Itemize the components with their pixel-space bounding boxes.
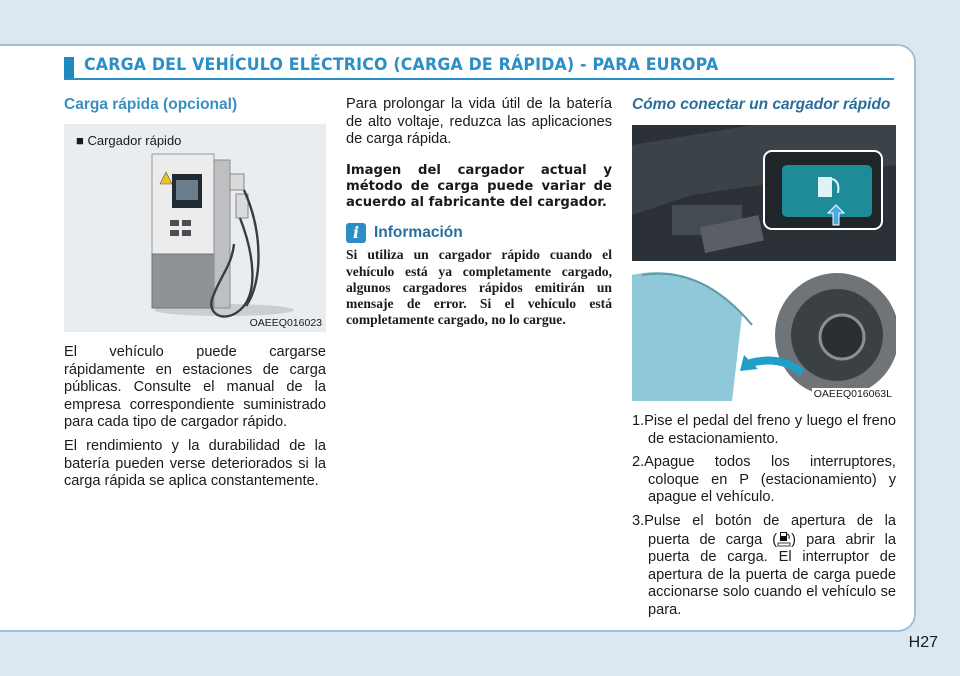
paragraph-battery-life: Para prolongar la vida útil de la batería de alto voltaje, reduzca las aplicaciones de carga rápida. [346,96,612,148]
step-3-text-b: ) para abrir la puerta de carga. El interruptor de apertura de la puerta de carga puede accionarse solo cuando el vehículo se para. [648,531,896,618]
charger-figure [64,124,326,332]
column-left [64,96,326,497]
step-3 [632,513,896,620]
photo-code: OAEEQ016063L [813,388,892,400]
info-header [346,223,612,243]
fast-charger-illustration [64,124,326,332]
figure-code: OAEEQ016023 [249,317,322,329]
paragraph-fast-charge: El vehículo puede cargarse rápidamente en estaciones de carga públicas. Consulte el manual de la empresa correspondiente suministrado para cada tipo de cargador rápido. [64,344,326,431]
paragraph-battery: El rendimiento y la durabilidad de la batería pueden verse deteriorados si la carga rápida se aplica constantemente. [64,437,326,490]
section-title: CARGA DEL VEHÍCULO ELÉCTRICO (CARGA DE RÁPIDA) - PARA EUROPA [84,55,719,75]
fast-charge-heading: Carga rápida (opcional) [64,96,238,113]
step-3-text-a: 3.Pulse el botón de apertura de la puerta de carga ( [632,512,896,548]
charge-door-button-icon [777,531,791,547]
step-2: 2.Apague todos los interruptores, coloque en P (estacionamiento) y apague el vehículo. [632,454,896,506]
section-bar [64,57,74,79]
how-to-connect-heading: Cómo conectar un cargador rápido [632,96,891,113]
info-icon: i [346,223,366,243]
info-title: Información [374,224,463,242]
figure-caption: ■ Cargador rápido [76,133,182,148]
paragraph-charger-note: Imagen del cargador actual y método de carga puede variar de acuerdo al fabricante del cargador. [346,162,612,211]
section-rule [64,78,894,80]
page-number: H27 [908,634,938,651]
column-right [632,96,896,626]
step-1: 1.Pise el pedal del freno y luego el freno de estacionamiento. [632,413,896,447]
column-middle [346,96,612,328]
charge-door-photo [632,125,896,401]
steps-list [632,413,896,620]
charge-door-illustration [632,125,896,401]
info-body: Si utiliza un cargador rápido cuando el vehículo está ya completamente cargado, algunos cargadores rápidos emitirán un mensaje de error. Si el vehículo está completamente cargado, no lo cargue. [346,247,612,328]
